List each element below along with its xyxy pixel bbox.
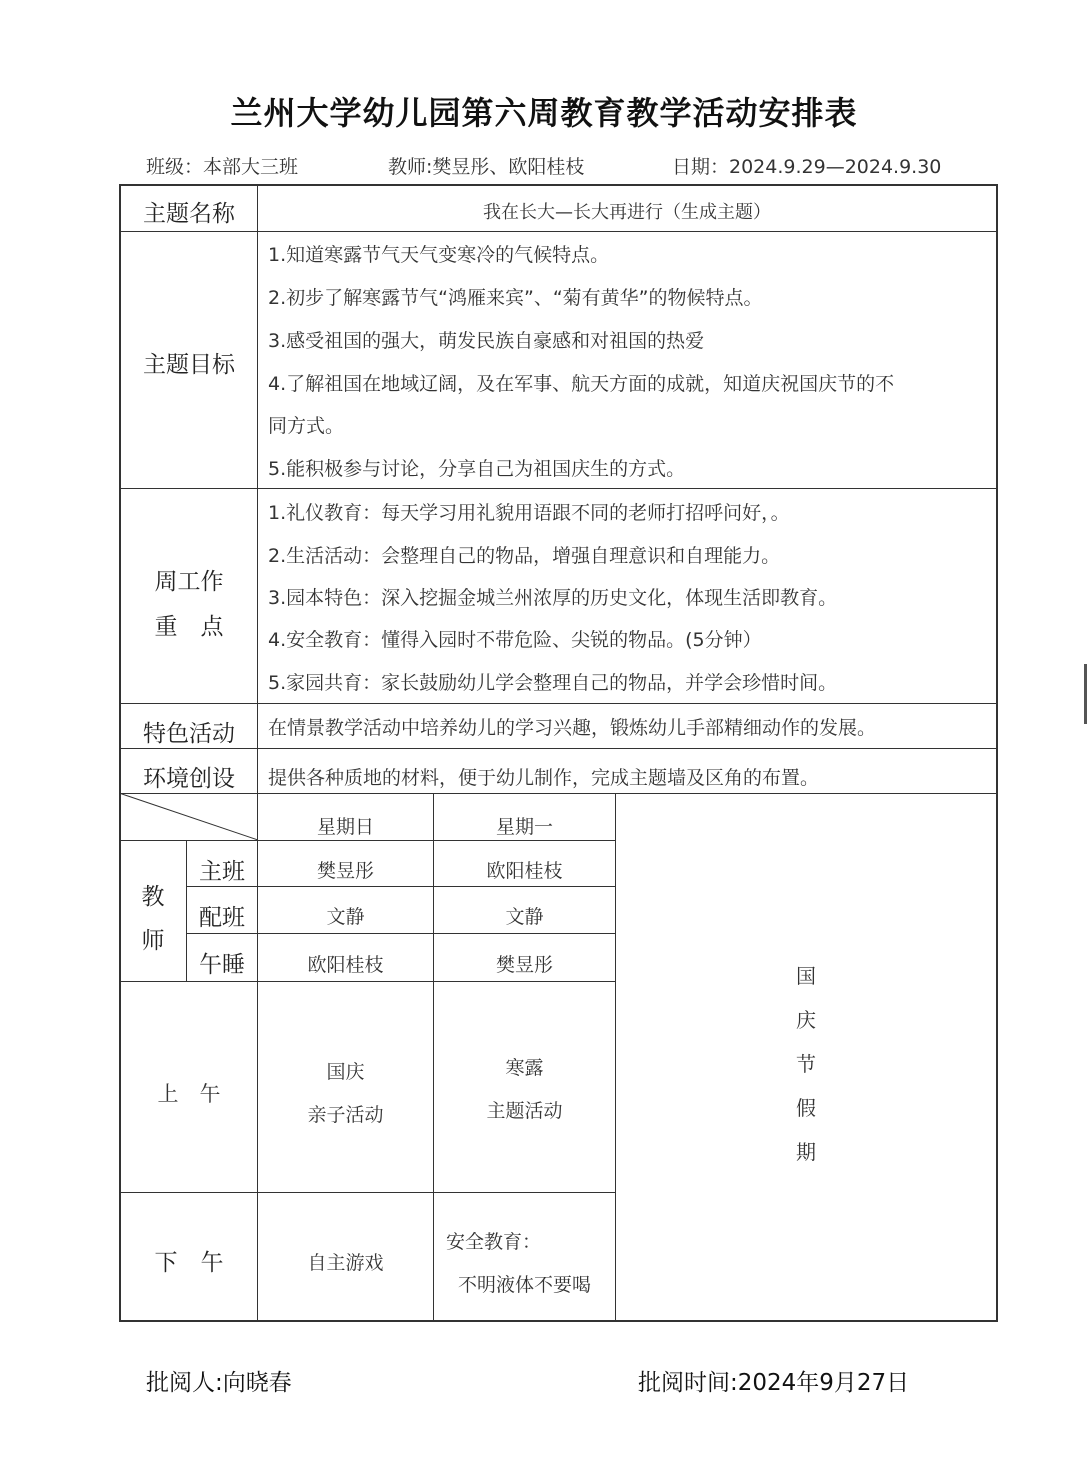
table-cell: 寒露 [505, 1057, 544, 1079]
list-item: 5.能积极参与讨论，分享自己为祖国庆生的方式。 [268, 458, 686, 480]
list-item: 3.园本特色：深入挖掘金城兰州浓厚的历史文化，体现生活即教育。 [268, 587, 838, 609]
list-item: 2.生活活动：会整理自己的物品，增强自理意识和自理能力。 [268, 545, 781, 567]
holiday-char: 假 [796, 1096, 816, 1120]
day-header-sunday: 星期日 [316, 816, 374, 838]
special-activity-label: 特色活动 [143, 721, 235, 747]
edge-mark [1084, 664, 1087, 724]
list-item: 4.安全教育：懂得入园时不带危险、尖锐的物品。(5分钟） [268, 629, 762, 651]
role-assist-label: 配班 [199, 905, 245, 931]
holiday-char: 期 [796, 1140, 816, 1164]
afternoon-label: 下 午 [154, 1250, 224, 1276]
table-cell: 欧阳桂枝 [486, 860, 563, 882]
role-nap-label: 午睡 [199, 952, 245, 978]
table-cell: 安全教育： [446, 1231, 542, 1253]
diagonal-header-line [119, 793, 258, 841]
special-activity-value: 在情景教学活动中培养幼儿的学习兴趣，锻炼幼儿手部精细动作的发展。 [268, 717, 877, 739]
weekly-focus-label-line1: 周工作 [154, 569, 224, 595]
environment-value: 提供各种质地的材料，便于幼儿制作，完成主题墙及区角的布置。 [268, 767, 820, 789]
page-title: 兰州大学幼儿园第六周教育教学活动安排表 [230, 94, 858, 132]
table-cell: 欧阳桂枝 [307, 954, 384, 976]
day-header-monday: 星期一 [495, 816, 553, 838]
list-item: 1.礼仪教育：每天学习用礼貌用语跟不同的老师打招呼问好，。 [268, 502, 790, 524]
list-item: 1.知道寒露节气天气变寒冷的气候特点。 [268, 244, 610, 266]
teacher-group-char-2: 师 [141, 928, 165, 954]
class-info: 班级：本部大三班 [146, 156, 299, 178]
table-cell: 主题活动 [486, 1100, 563, 1122]
table-cell: 不明液体不要喝 [457, 1274, 591, 1296]
table-cell: 国庆 [326, 1061, 365, 1083]
table-cell: 自主游戏 [307, 1252, 384, 1274]
morning-label: 上 午 [157, 1082, 221, 1106]
date-info: 日期：2024.9.29—2024.9.30 [672, 156, 942, 178]
role-main-label: 主班 [199, 859, 245, 885]
holiday-vertical-text [791, 954, 821, 1174]
table-cell: 樊昱彤 [495, 954, 553, 976]
table-cell: 文静 [505, 906, 544, 928]
list-item: 5.家园共育：家长鼓励幼儿学会整理自己的物品，并学会珍惜时间。 [268, 672, 838, 694]
list-item: 4.了解祖国在地域辽阔，及在军事、航天方面的成就，知道庆祝国庆节的不 [268, 373, 895, 395]
teachers-info: 教师:樊昱彤、欧阳桂枝 [388, 156, 585, 178]
list-item: 3.感受祖国的强大，萌发民族自豪感和对祖国的热爱 [268, 330, 705, 352]
holiday-char: 庆 [796, 1008, 816, 1032]
review-time: 批阅时间:2024年9月27日 [638, 1370, 910, 1396]
theme-name-value: 我在长大—长大再进行（生成主题） [483, 202, 771, 223]
weekly-focus-label-line2: 重 点 [154, 614, 224, 640]
table-cell: 文静 [326, 906, 365, 928]
holiday-char: 节 [796, 1052, 816, 1076]
list-item: 2.初步了解寒露节气“鸿雁来宾”、“菊有黄华”的物候特点。 [268, 287, 763, 309]
environment-label: 环境创设 [143, 766, 235, 792]
theme-name-label: 主题名称 [143, 201, 235, 227]
table-cell: 亲子活动 [307, 1104, 384, 1126]
teacher-group-char-1: 教 [141, 884, 165, 910]
table-cell: 樊昱彤 [316, 860, 374, 882]
holiday-char: 国 [796, 964, 816, 988]
theme-goals-label: 主题目标 [143, 352, 235, 378]
reviewer: 批阅人:向晓春 [146, 1370, 292, 1396]
list-item: 同方式。 [268, 415, 345, 437]
